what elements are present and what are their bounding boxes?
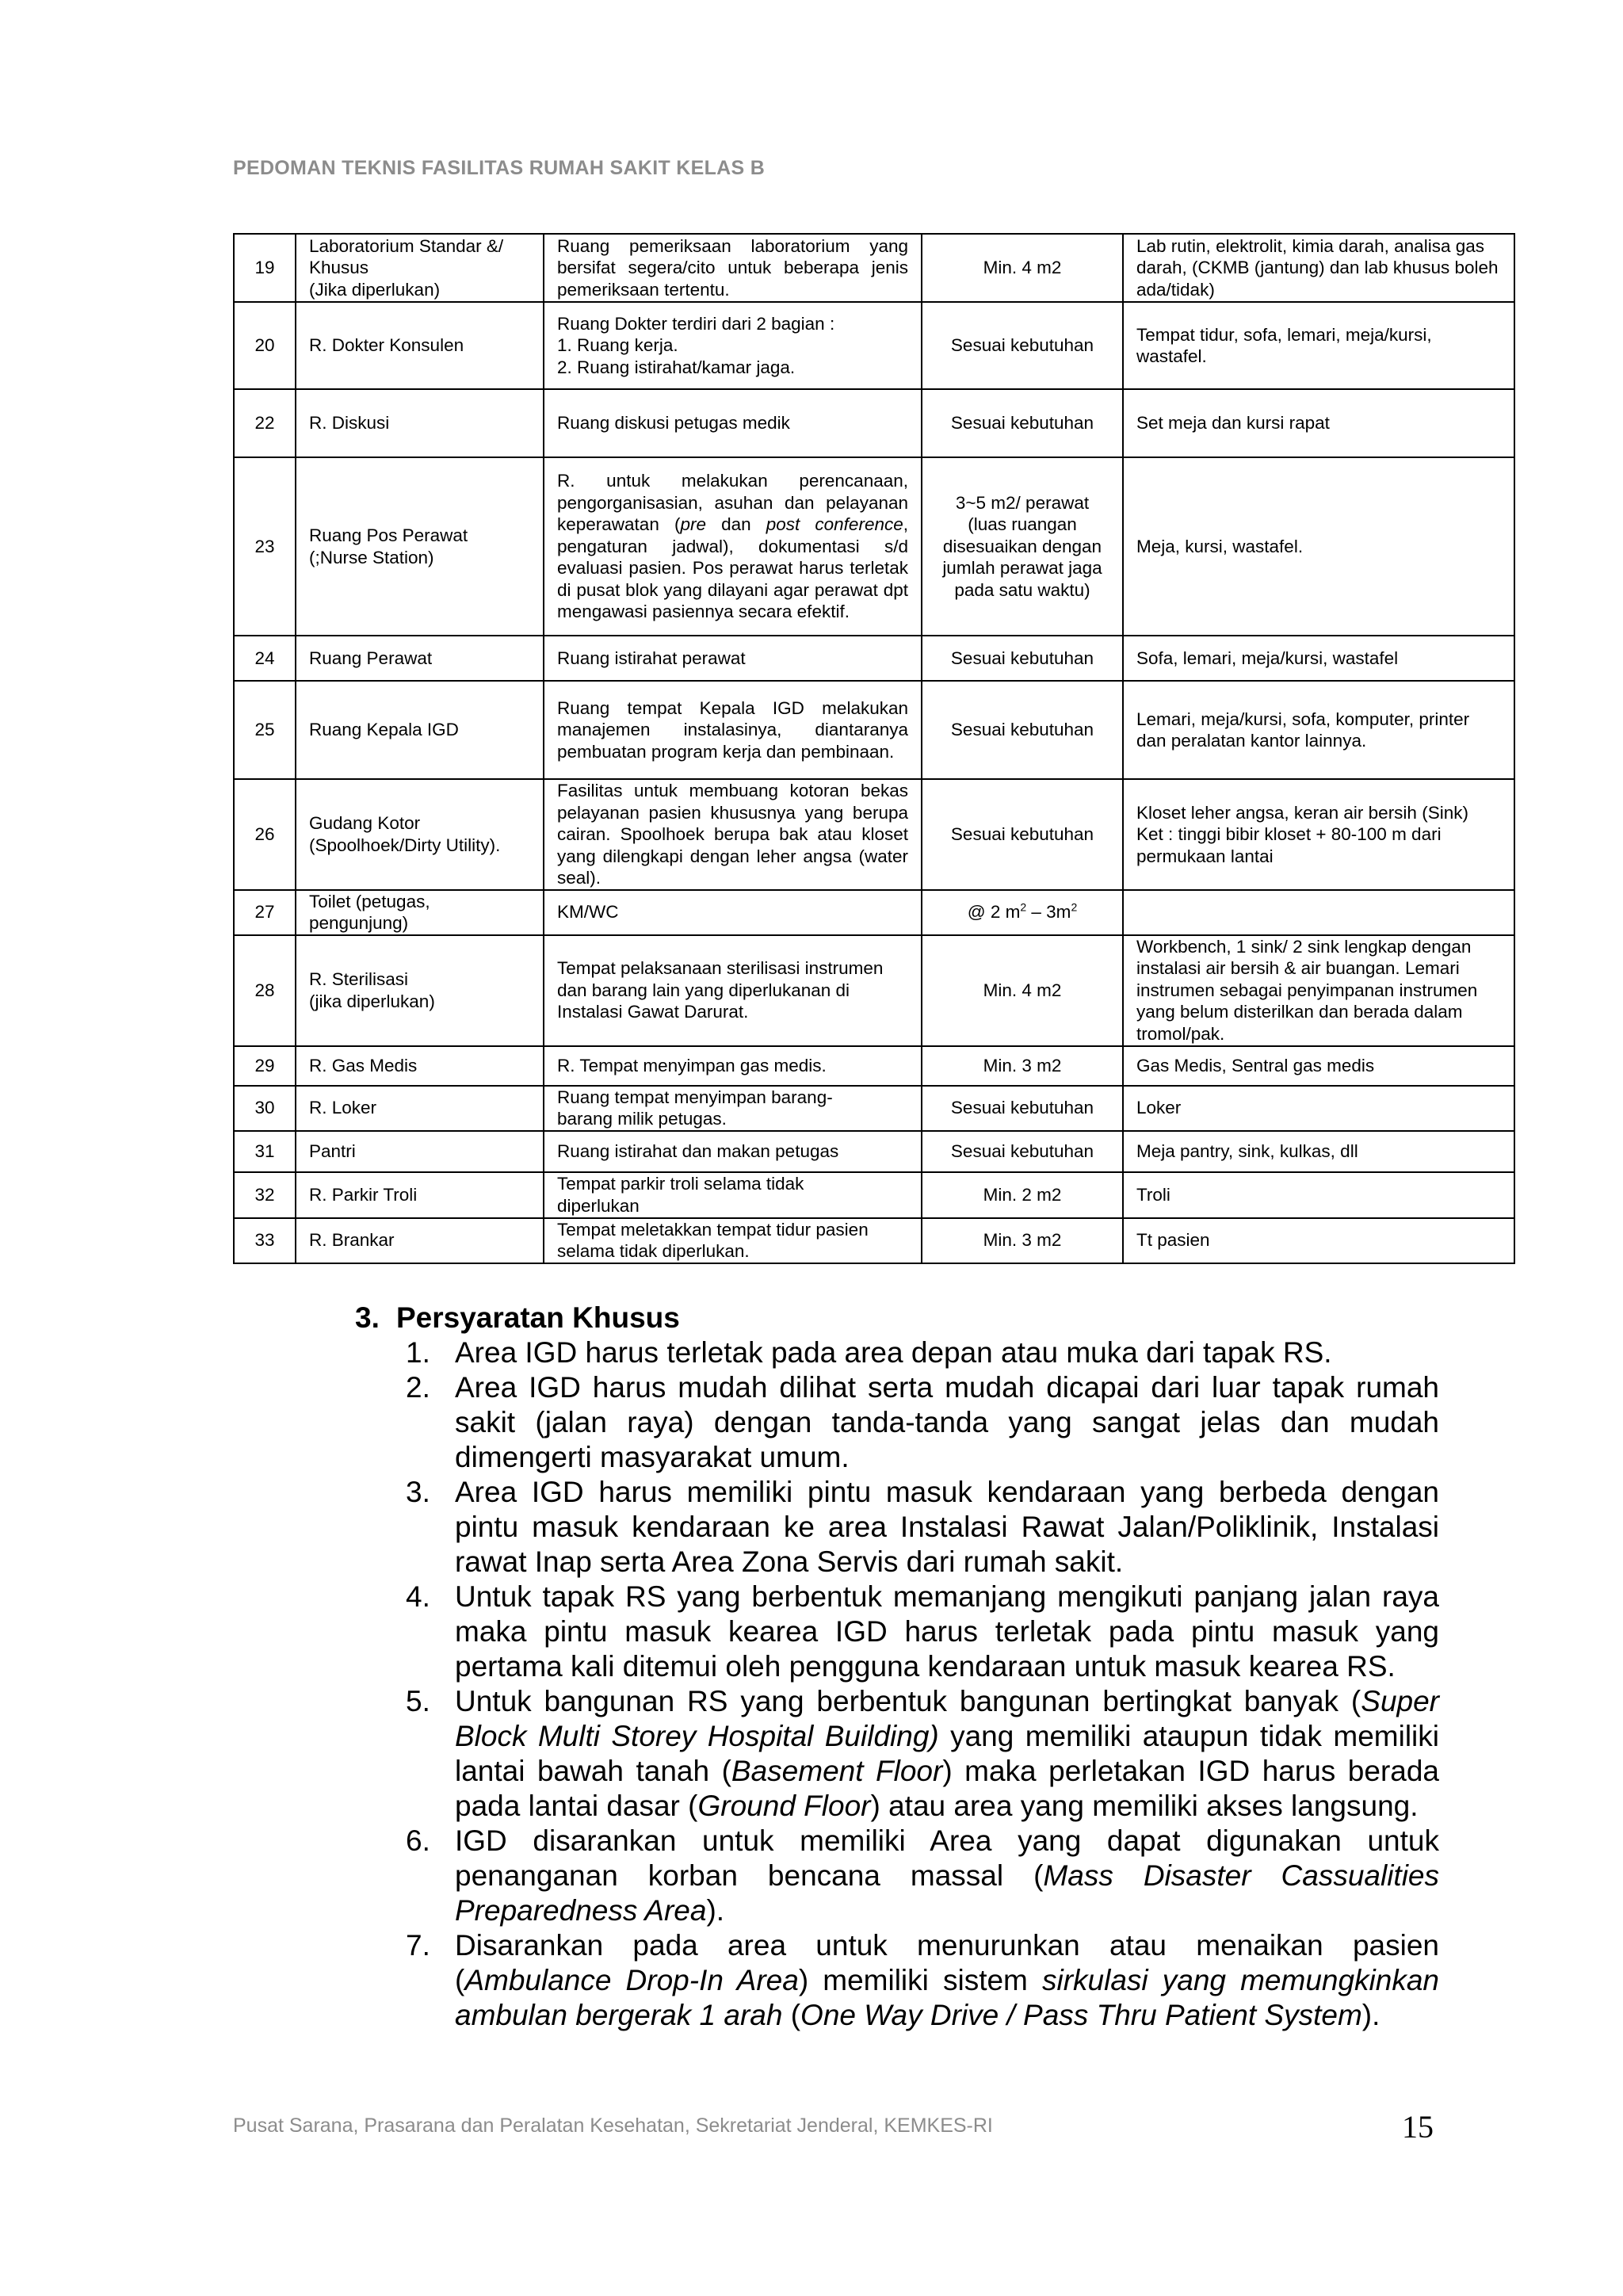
room-equipment: Meja pantry, sink, kulkas, dll [1123,1131,1514,1172]
room-name: R. Parkir Troli [296,1172,544,1218]
table-row [234,1131,1514,1172]
room-size: Min. 4 m2 [922,234,1123,302]
requirements-list [355,1335,1439,2033]
list-item: 1. Area IGD harus terletak pada area depan atau muka dari tapak RS. [406,1336,1332,1369]
room-size: @ 2 $m^2 - 3m^2$ [922,890,1123,935]
room-function: Ruang istirahat perawat [544,636,922,681]
room-name: Toilet (petugas, pengunjung) [296,890,544,935]
page-number: 15 [1402,2109,1434,2145]
row-number: 27 [234,890,296,935]
room-name: R. Brankar [296,1218,544,1263]
table-row [234,636,1514,681]
room-size: Min. 4 m2 [922,935,1123,1046]
room-function: R. untuk melakukan perencanaan, pengorganisasian, asuhan dan pelayanan keperawatan (pre dan post conference, pengaturan jadwal), dokumentasi s/d evaluasi pasien. Pos perawat harus terletak di pusat blok yang dilayani agar perawat dpt mengawasi pasiennya secara efektif. [544,457,922,636]
section-heading [355,1301,1439,1335]
row-number: 24 [234,636,296,681]
row-number: 23 [234,457,296,636]
room-function: R. Tempat menyimpan gas medis. [544,1046,922,1086]
row-number: 28 [234,935,296,1046]
room-equipment: Lemari, meja/kursi, sofa, komputer, printer dan peralatan kantor lainnya. [1123,681,1514,779]
section-title: Persyaratan Khusus [396,1301,680,1334]
document-footer: Pusat Sarana, Prasarana dan Peralatan Kesehatan, Sekretariat Jenderal, KEMKES-RI [233,2115,993,2137]
room-name: Laboratorium Standar &/ Khusus (Jika diperlukan) [296,234,544,302]
table-row [234,234,1514,302]
room-size: Sesuai kebutuhan [922,389,1123,457]
room-size: Sesuai kebutuhan [922,779,1123,890]
document-header: PEDOMAN TEKNIS FASILITAS RUMAH SAKIT KELAS B [233,157,766,179]
table-row [234,457,1514,636]
table-row [234,1086,1514,1131]
row-number: 26 [234,779,296,890]
list-item: 6. IGD disarankan untuk memiliki Area yang dapat digunakan untuk penanganan korban bencana massal (Mass Disaster Cassualities Preparedness Area). [406,1824,1439,1927]
room-equipment: Tt pasien [1123,1218,1514,1263]
room-equipment: Set meja dan kursi rapat [1123,389,1514,457]
table-row [234,890,1514,935]
room-name: R. Loker [296,1086,544,1131]
room-equipment: Sofa, lemari, meja/kursi, wastafel [1123,636,1514,681]
list-item: 3. Area IGD harus memiliki pintu masuk kendaraan yang berbeda dengan pintu masuk kendaraan ke area Instalasi Rawat Jalan/Poliklinik, Instalasi rawat Inap serta Area Zona Servis dari rumah sakit. [406,1476,1439,1578]
room-equipment: Meja, kursi, wastafel. [1123,457,1514,636]
table-row [234,681,1514,779]
row-number: 31 [234,1131,296,1172]
table-row [234,779,1514,890]
table-row [234,389,1514,457]
list-item: 4. Untuk tapak RS yang berbentuk memanjang mengikuti panjang jalan raya maka pintu masuk kearea IGD harus terletak pada pintu masuk yang pertama kali ditemui oleh pengguna kendaraan untuk masuk kearea RS. [406,1580,1439,1683]
list-item: 2. Area IGD harus mudah dilihat serta mudah dicapai dari luar tapak rumah sakit (jalan raya) dengan tanda-tanda yang sangat jelas dan mudah dimengerti masyarakat umum. [406,1371,1439,1473]
room-size: Min. 2 m2 [922,1172,1123,1218]
room-equipment: Lab rutin, elektrolit, kimia darah, analisa gas darah, (CKMB (jantung) dan lab khusus boleh ada/tidak) [1123,234,1514,302]
room-function: Tempat pelaksanaan sterilisasi instrumen dan barang lain yang diperlukanan di Instalasi Gawat Darurat. [544,935,922,1046]
room-requirements-table [233,233,1515,1264]
room-name: Pantri [296,1131,544,1172]
room-size: Sesuai kebutuhan [922,1131,1123,1172]
table-row [234,1172,1514,1218]
room-size: Min. 3 m2 [922,1046,1123,1086]
list-item: 7. Disarankan pada area untuk menurunkan atau menaikan pasien (Ambulance Drop-In Area) memiliki sistem sirkulasi yang memungkinkan ambulan bergerak 1 arah (One Way Drive / Pass Thru Patient System). [406,1929,1440,2031]
room-size: Sesuai kebutuhan [922,681,1123,779]
room-function: Ruang tempat Kepala IGD melakukan manajemen instalasinya, diantaranya pembuatan program kerja dan pembinaan. [544,681,922,779]
table-row [234,302,1514,389]
room-equipment: Loker [1123,1086,1514,1131]
room-function: Tempat parkir troli selama tidak diperlukan [544,1172,922,1218]
room-function: Ruang Dokter terdiri dari 2 bagian : 1. Ruang kerja. 2. Ruang istirahat/kamar jaga. [544,302,922,389]
list-item: 5. Untuk bangunan RS yang berbentuk bangunan bertingkat banyak (Super Block Multi Storey Hospital Building) yang memiliki ataupun tidak memiliki lantai bawah tanah (Basement Floor) maka perletakan IGD harus berada pada lantai dasar (Ground Floor) atau area yang memiliki akses langsung. [406,1685,1439,1822]
room-function: Fasilitas untuk membuang kotoran bekas pelayanan pasien khususnya yang berupa cairan. Spoolhoek berupa bak atau kloset yang dilengkapi dengan leher angsa (water seal). [544,779,922,890]
row-number: 20 [234,302,296,389]
row-number: 22 [234,389,296,457]
room-size: Min. 3 m2 [922,1218,1123,1263]
room-equipment: Tempat tidur, sofa, lemari, meja/kursi, wastafel. [1123,302,1514,389]
row-number: 32 [234,1172,296,1218]
room-size: 3~5 m2/ perawat (luas ruangan disesuaikan dengan jumlah perawat jaga pada satu waktu) [922,457,1123,636]
room-equipment: Workbench, 1 sink/ 2 sink lengkap dengan instalasi air bersih & air buangan. Lemari instrumen sebagai penyimpanan instrumen yang belum disterilkan dan berada dalam tromol/pak. [1123,935,1514,1046]
room-name: R. Sterilisasi (jika diperlukan) [296,935,544,1046]
row-number: 25 [234,681,296,779]
table-row [234,935,1514,1046]
room-equipment [1123,890,1514,935]
room-function: Ruang diskusi petugas medik [544,389,922,457]
room-name: R. Dokter Konsulen [296,302,544,389]
row-number: 29 [234,1046,296,1086]
section-number: 3. [355,1301,380,1334]
row-number: 33 [234,1218,296,1263]
room-equipment: Kloset leher angsa, keran air bersih (Sink) Ket : tinggi bibir kloset + 80-100 m dari permukaan lantai [1123,779,1514,890]
table-row [234,1218,1514,1263]
room-name: Ruang Kepala IGD [296,681,544,779]
room-function: Ruang istirahat dan makan petugas [544,1131,922,1172]
room-function: Ruang tempat menyimpan barang- barang milik petugas. [544,1086,922,1131]
room-name: Ruang Pos Perawat (;Nurse Station) [296,457,544,636]
row-number: 19 [234,234,296,302]
room-equipment: Gas Medis, Sentral gas medis [1123,1046,1514,1086]
room-function: Ruang pemeriksaan laboratorium yang bersifat segera/cito untuk beberapa jenis pemeriksaan tertentu. [544,234,922,302]
row-number: 30 [234,1086,296,1131]
room-function: Tempat meletakkan tempat tidur pasien selama tidak diperlukan. [544,1218,922,1263]
room-size: Sesuai kebutuhan [922,1086,1123,1131]
room-size: Sesuai kebutuhan [922,302,1123,389]
room-size: Sesuai kebutuhan [922,636,1123,681]
room-name: Gudang Kotor (Spoolhoek/Dirty Utility). [296,779,544,890]
room-equipment: Troli [1123,1172,1514,1218]
room-function: KM/WC [544,890,922,935]
room-name: Ruang Perawat [296,636,544,681]
table-row [234,1046,1514,1086]
special-requirements-section [355,1301,1439,2033]
room-name: R. Gas Medis [296,1046,544,1086]
room-name: R. Diskusi [296,389,544,457]
